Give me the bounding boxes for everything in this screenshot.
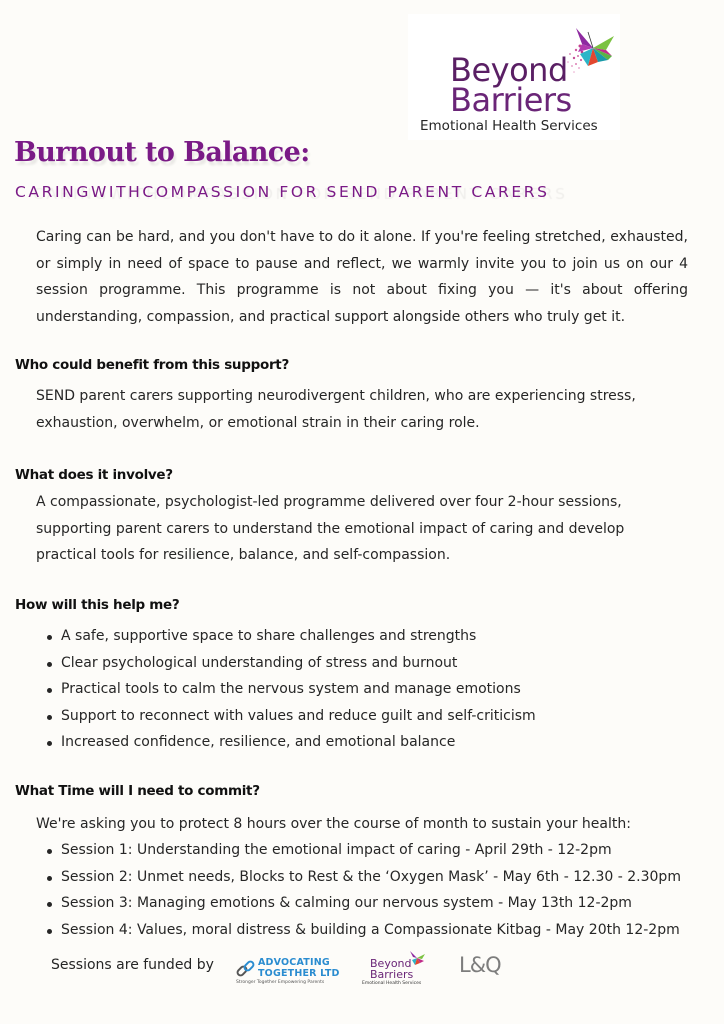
advocating-text: ADVOCATING: [258, 957, 330, 968]
text-line: SEND parent carers supporting neurodivergent children, who are experiencing stress,: [36, 388, 636, 404]
page-title: Burnout to Balance:: [14, 137, 310, 168]
logo-tagline: Emotional Health Services: [420, 118, 598, 134]
section-heading-time-commit: What Time will I need to commit?: [15, 783, 260, 799]
funded-by-label: Sessions are funded by: [51, 957, 214, 973]
sessions-list: [44, 837, 681, 943]
time-commit-intro: We're asking you to protect 8 hours over the course of month to sustain your health:: [36, 816, 631, 832]
benefits-list: [44, 623, 536, 756]
list-item: Practical tools to calm the nervous system and manage emotions: [44, 676, 536, 703]
lq-logo: L&Q: [459, 953, 501, 977]
list-item: Clear psychological understanding of stress and burnout: [44, 650, 536, 677]
section-heading-who-benefits: Who could benefit from this support?: [15, 357, 289, 373]
section-heading-what-involve: What does it involve?: [15, 467, 173, 483]
text-line: exhaustion, overwhelm, or emotional strain in their caring role.: [36, 414, 480, 431]
together-ltd-text: TOGETHER LTD: [258, 968, 340, 979]
logo-tagline: Emotional Health Services: [362, 981, 422, 986]
session-item: Session 3: Managing emotions & calming our nervous system - May 13th 12-2pm: [44, 890, 681, 917]
chain-link-icon: [236, 959, 256, 979]
who-benefits-text: [36, 383, 688, 436]
text-line: A compassionate, psychologist-led programme delivered over four 2-hour sessions,: [36, 494, 622, 510]
intro-paragraph: Caring can be hard, and you don't have to do it alone. If you're feeling stretched, exhausted, or simply in need of space to pause and reflect, we warmly invite you to join us on our 4 session programme. This programme is not about fixing you — it's about offering understanding, compassion, and practical support alongside others who truly get it.: [36, 229, 688, 325]
what-involve-text: [36, 489, 688, 569]
advocating-tagline: Stronger Together Empowering Parents: [236, 980, 325, 985]
beyond-barriers-small-logo: [362, 950, 428, 990]
page-subtitle: CARINGWITHCOMPASSION FOR SEND PARENT CARERS: [15, 183, 550, 201]
list-item: A safe, supportive space to share challenges and strengths: [44, 623, 536, 650]
advocating-together-logo: [236, 955, 340, 989]
butterfly-icon: [568, 26, 618, 70]
beyond-barriers-logo: [408, 14, 620, 140]
list-item: Increased confidence, resilience, and emotional balance: [44, 729, 536, 756]
logo-text-beyond: Beyond: [370, 957, 412, 970]
text-line: supporting parent carers to understand the emotional impact of caring and develop: [36, 520, 625, 537]
logo-text-beyond: Beyond: [450, 51, 568, 89]
section-heading-how-help: How will this help me?: [15, 597, 180, 613]
logo-text-barriers: Barriers: [450, 81, 572, 119]
session-item: Session 1: Understanding the emotional impact of caring - April 29th - 12-2pm: [44, 837, 681, 864]
session-item: Session 2: Unmet needs, Blocks to Rest & the ‘Oxygen Mask’ - May 6th - 12.30 - 2.30pm: [44, 864, 681, 891]
logo-text-barriers: Barriers: [370, 968, 414, 981]
session-item: Session 4: Values, moral distress & building a Compassionate Kitbag - May 20th 12-2pm: [44, 917, 681, 944]
list-item: Support to reconnect with values and reduce guilt and self-criticism: [44, 703, 536, 730]
text-line: practical tools for resilience, balance, and self-compassion.: [36, 547, 451, 563]
